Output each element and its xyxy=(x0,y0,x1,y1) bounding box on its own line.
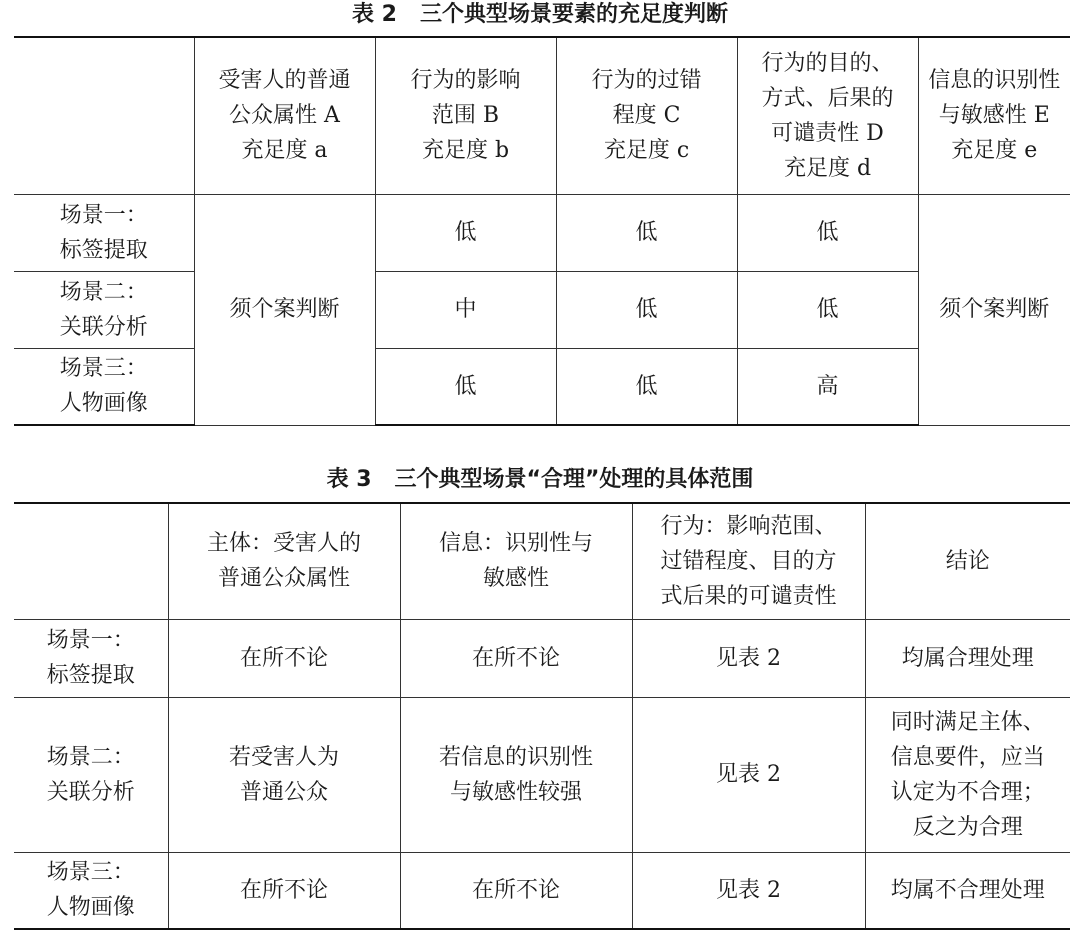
scene-cell: 场景三： 人物画像 xyxy=(14,348,194,425)
table-cell: 同时满足主体、 信息要件，应当 认定为不合理； 反之为合理 xyxy=(865,697,1070,852)
merged-cell-a: 须个案判断 xyxy=(194,194,375,425)
table-row xyxy=(14,348,1070,425)
table-row xyxy=(14,271,1070,348)
header-cell-c: 行为的过错 程度 C 充足度 c xyxy=(556,37,737,194)
table-cell: 低 xyxy=(556,348,737,425)
table-2-element-sufficiency xyxy=(14,36,1070,426)
header-cell-b: 行为的影响 范围 B 充足度 b xyxy=(375,37,556,194)
table-cell: 均属合理处理 xyxy=(865,619,1070,697)
header-cell-empty xyxy=(14,503,168,619)
table-cell: 低 xyxy=(375,194,556,271)
table-header-row xyxy=(14,503,1070,619)
table-cell: 低 xyxy=(375,348,556,425)
table-cell: 低 xyxy=(556,194,737,271)
table-row xyxy=(14,697,1070,852)
scene-cell: 场景一： 标签提取 xyxy=(14,194,194,271)
table-3-reasonable-scope xyxy=(14,502,1070,930)
table-row xyxy=(14,619,1070,697)
table-cell: 低 xyxy=(737,271,918,348)
table-row xyxy=(14,194,1070,271)
header-cell-info: 信息：识别性与 敏感性 xyxy=(400,503,632,619)
table-cell: 低 xyxy=(556,271,737,348)
header-cell-e: 信息的识别性 与敏感性 E 充足度 e xyxy=(918,37,1070,194)
table-cell: 在所不论 xyxy=(168,852,400,929)
merged-cell-e: 须个案判断 xyxy=(918,194,1070,425)
table-cell: 若受害人为 普通公众 xyxy=(168,697,400,852)
table-cell: 高 xyxy=(737,348,918,425)
table-cell: 低 xyxy=(737,194,918,271)
scene-cell: 场景二： 关联分析 xyxy=(14,271,194,348)
header-cell-behavior: 行为：影响范围、 过错程度、目的方 式后果的可谴责性 xyxy=(632,503,865,619)
table-cell: 见表 2 xyxy=(632,619,865,697)
header-cell-a: 受害人的普通 公众属性 A 充足度 a xyxy=(194,37,375,194)
header-cell-empty xyxy=(14,37,194,194)
header-cell-conclusion: 结论 xyxy=(865,503,1070,619)
table-cell: 见表 2 xyxy=(632,852,865,929)
table-2-caption: 表 2 三个典型场景要素的充足度判断 xyxy=(352,2,728,27)
table-row xyxy=(14,852,1070,929)
table-cell: 见表 2 xyxy=(632,697,865,852)
header-cell-subject: 主体：受害人的 普通公众属性 xyxy=(168,503,400,619)
scene-cell: 场景二： 关联分析 xyxy=(14,697,168,852)
table-3-caption: 表 3 三个典型场景“合理”处理的具体范围 xyxy=(326,467,754,492)
table-cell: 在所不论 xyxy=(400,619,632,697)
table-cell: 若信息的识别性 与敏感性较强 xyxy=(400,697,632,852)
table-cell: 在所不论 xyxy=(168,619,400,697)
table-header-row xyxy=(14,37,1070,194)
table-cell: 中 xyxy=(375,271,556,348)
table-cell: 均属不合理处理 xyxy=(865,852,1070,929)
scene-cell: 场景三： 人物画像 xyxy=(14,852,168,929)
scene-cell: 场景一： 标签提取 xyxy=(14,619,168,697)
table-cell: 在所不论 xyxy=(400,852,632,929)
header-cell-d: 行为的目的、 方式、后果的 可谴责性 D 充足度 d xyxy=(737,37,918,194)
